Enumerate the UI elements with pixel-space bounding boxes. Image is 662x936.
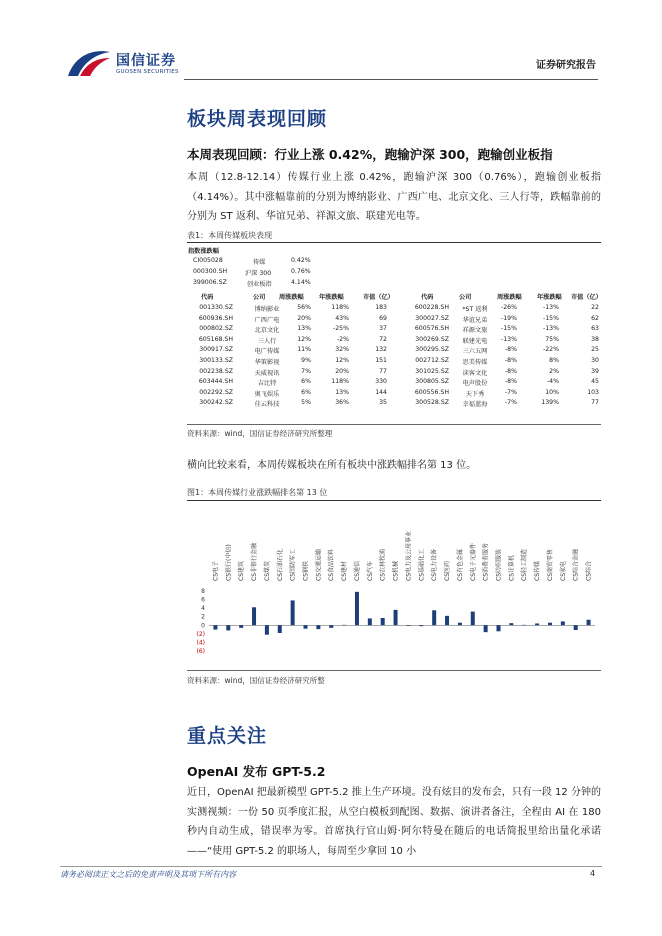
table-row xyxy=(187,324,601,335)
footer-divider xyxy=(60,866,602,867)
table-cell: 北京文化 xyxy=(254,327,280,335)
table-cell: 45 xyxy=(591,378,599,386)
table-caption: 表1：本周传媒板块表现 xyxy=(187,231,273,240)
table-cell: 002712.SZ xyxy=(415,357,449,364)
table-cell: 300295.SZ xyxy=(415,346,449,354)
index-header: 指数涨跌幅 xyxy=(188,248,219,255)
category-label: CS建筑 xyxy=(238,561,246,581)
table-row xyxy=(187,314,601,325)
table-cell: 118% xyxy=(331,304,349,311)
category-label: CS机械 xyxy=(392,561,400,581)
index-row xyxy=(187,267,601,278)
table-cell: 35 xyxy=(379,399,387,407)
index-code: 000300.SH xyxy=(193,268,228,275)
table-cell: 63 xyxy=(591,325,599,333)
logo-text-cn: 国信证券 xyxy=(116,53,176,69)
table-cell: 佳云科技 xyxy=(254,401,280,409)
table-cell: -13% xyxy=(543,304,559,311)
key-focus-subtitle: OpenAI 发布 GPT-5.2 xyxy=(187,764,326,779)
table-cell: 25 xyxy=(591,346,599,354)
table-source: 资料来源：wind，国信证券经济研究所整理 xyxy=(187,429,333,438)
table-cell: 12% xyxy=(335,357,349,364)
table-cell: 600556.SH xyxy=(414,388,449,396)
table-cell: -4% xyxy=(546,378,559,386)
category-label: CS家电 xyxy=(559,561,567,581)
table-top-rule xyxy=(187,242,601,243)
figure-caption: 图1：本周传媒行业涨跌幅排名第 13 位 xyxy=(187,488,328,497)
table-cell: 广西广电 xyxy=(254,316,280,324)
table-cell: 三六五网 xyxy=(462,348,488,356)
category-label: CS电力及公用事业 xyxy=(405,531,413,581)
table-cell: 001330.SZ xyxy=(199,304,233,311)
table-cell: 37 xyxy=(379,325,387,333)
table-cell: 5% xyxy=(301,399,311,407)
bar-CS家电 xyxy=(561,621,565,625)
figure-source: 资料来源：wind，国信证券经济研究所整 xyxy=(187,676,325,685)
table-cell: 13% xyxy=(297,325,311,333)
bar-CS基础化工 xyxy=(419,625,423,626)
bar-CS非银行金融 xyxy=(252,607,256,625)
table-cell: 6% xyxy=(301,388,311,396)
bar-CS纺织服装 xyxy=(497,625,501,631)
ranking-paragraph: 横向比较来看，本周传媒板块在所有板块中涨跌幅排名第 13 位。 xyxy=(187,460,477,471)
guosen-logo-icon xyxy=(66,46,112,80)
column-header: 代码 xyxy=(201,294,214,301)
table-cell: 32% xyxy=(335,346,349,354)
table-cell: 30 xyxy=(591,357,599,364)
bar-CS钢铁 xyxy=(304,625,308,628)
header-divider xyxy=(184,79,598,80)
table-cell: 300805.SZ xyxy=(415,378,449,386)
table-cell: 10% xyxy=(545,388,559,396)
table-cell: -13% xyxy=(543,325,559,333)
table-cell: 7% xyxy=(301,367,311,375)
table-cell: 72 xyxy=(379,335,387,343)
table-cell: -15% xyxy=(543,314,559,322)
bar-CS医药 xyxy=(445,616,449,625)
table-cell: 300528.SZ xyxy=(415,399,449,407)
key-focus-paragraph: 近日，OpenAI 把最新模型 GPT-5.2 推上生产环境。没有炫目的发布会，只有一段 12 分钟的实测视频：一份 50 页季度汇报，从空白模板到配图、数据、演讲者备注，全程由 AI 在 180 秒内自动生成，错误率为零。首席执行官山姆·阿尔特曼在随后的电话简报里给出量化承诺——“使用 GPT-5.2 的职场人，每周至少拿回 10 小 xyxy=(187,787,601,857)
table-cell: -13% xyxy=(501,335,517,343)
column-header: 市值（亿） xyxy=(363,294,394,301)
bar-CS电力及公用事业 xyxy=(406,625,410,626)
table-cell: 36% xyxy=(335,399,349,407)
page-header xyxy=(0,0,662,80)
category-label: CS建材 xyxy=(341,561,349,581)
category-label: CS计算机 xyxy=(508,555,516,581)
table-cell: 183 xyxy=(375,304,387,311)
category-label: CS汽车 xyxy=(366,561,374,581)
table-cell: 华谊兄弟 xyxy=(462,316,488,324)
table-cell: 139% xyxy=(541,399,559,407)
bar-CS机械 xyxy=(394,610,398,625)
column-header: 年涨跌幅 xyxy=(537,294,562,301)
table-cell: 75% xyxy=(545,335,559,343)
category-label: CS煤炭 xyxy=(263,561,271,581)
table-cell: -15% xyxy=(501,325,517,333)
table-cell: 20% xyxy=(335,367,349,375)
category-label: CS非银行金融 xyxy=(251,543,259,581)
table-cell: -8% xyxy=(504,357,517,364)
bar-CS建材 xyxy=(342,625,346,626)
table-bottom-rule xyxy=(187,424,601,425)
category-label: CS银行(中信) xyxy=(225,544,233,581)
table-cell: 002292.SZ xyxy=(199,388,233,396)
table-row xyxy=(187,356,601,367)
table-cell: 151 xyxy=(375,357,387,364)
bar-CS食品饮料 xyxy=(329,625,333,628)
table-cell: 118% xyxy=(331,378,349,386)
category-label: CS通信 xyxy=(353,561,361,581)
table-cell: -19% xyxy=(501,314,517,322)
table-cell: -22% xyxy=(543,346,559,354)
bar-CS建筑 xyxy=(239,625,243,628)
table-cell: 103 xyxy=(587,388,599,396)
index-name: 创业板指 xyxy=(247,281,272,288)
table-cell: 三人行 xyxy=(257,337,277,345)
category-label: CS钢铁 xyxy=(302,561,310,581)
category-label: CS国防军工 xyxy=(289,549,297,581)
table-row xyxy=(187,398,601,409)
table-cell: 博纳影业 xyxy=(254,306,280,313)
bar-CS综合 xyxy=(587,620,591,626)
table-cell: 600936.SH xyxy=(198,314,233,322)
logo-text-en: GUOSEN SECURITIES xyxy=(116,69,179,75)
bar-CS电力设备 xyxy=(432,610,436,625)
index-header-row xyxy=(187,245,601,256)
table-cell: 38 xyxy=(591,335,599,343)
table-cell: 39 xyxy=(591,367,599,375)
category-label: CS综合金融 xyxy=(572,549,580,581)
report-type-label: 证券研究报告 xyxy=(536,60,596,71)
column-header: 周涨跌幅 xyxy=(279,294,304,301)
bar-CS传媒 xyxy=(535,623,539,625)
table-cell: 联建光电 xyxy=(462,337,488,345)
table-cell: 002238.SZ xyxy=(199,367,233,375)
column-header: 周涨跌幅 xyxy=(497,294,522,301)
table-cell: 605168.SH xyxy=(198,335,233,343)
table-cell: 300133.SZ xyxy=(199,357,233,364)
bar-CS银行(中信) xyxy=(226,625,230,630)
category-label: CS电子 xyxy=(212,561,220,581)
y-tick-label: 6 xyxy=(201,596,205,604)
table-row xyxy=(187,335,601,346)
table-cell: 22 xyxy=(591,304,599,311)
table-cell: 69 xyxy=(379,314,387,322)
y-tick-label: (6) xyxy=(196,648,205,655)
sector-ranking-bar-chart xyxy=(187,505,601,668)
table-cell: -8% xyxy=(504,367,517,375)
category-label: CS纺织服装 xyxy=(495,549,503,581)
table-cell: 电广传媒 xyxy=(254,348,280,356)
bar-CS电子 xyxy=(213,625,217,629)
table-cell: 301025.SZ xyxy=(415,367,449,375)
page-number: 4 xyxy=(590,869,596,878)
y-tick-label: (4) xyxy=(196,639,205,647)
category-label: CS电子元器件 xyxy=(469,543,477,581)
table-cell: 6% xyxy=(301,378,311,386)
index-change: 0.76% xyxy=(291,268,311,275)
bar-CS交通运输 xyxy=(316,625,320,629)
table-cell: 300917.SZ xyxy=(199,346,233,354)
table-cell: 000802.SZ xyxy=(199,325,233,333)
column-header: 年涨跌幅 xyxy=(319,294,344,301)
table-cell: 13% xyxy=(335,388,349,396)
table-cell: 天下秀 xyxy=(465,390,485,398)
table-cell: 12% xyxy=(297,335,311,343)
bar-CS汽车 xyxy=(368,618,372,625)
category-label: CS石油石化 xyxy=(276,549,284,581)
y-tick-label: (2) xyxy=(196,630,205,638)
index-row xyxy=(187,256,601,267)
index-name: 传媒 xyxy=(253,259,266,266)
category-label: CS农林牧渔 xyxy=(379,549,387,581)
table-cell: -26% xyxy=(501,304,517,311)
column-header: 公司 xyxy=(459,294,472,301)
table-cell: 300269.SZ xyxy=(415,335,449,343)
table-cell: 300242.SZ xyxy=(199,399,233,407)
table-cell: 电声股份 xyxy=(462,380,488,388)
table-cell: 祥源文旅 xyxy=(462,327,488,335)
index-change: 4.14% xyxy=(291,279,311,286)
table-cell: 吉比特 xyxy=(257,380,277,388)
weekly-review-paragraph: 本周（12.8-12.14）传媒行业上涨 0.42%，跑输沪深 300（0.76%），跑输创业板指（4.14%）。其中涨幅靠前的分别为博纳影业、广西广电、北京文化、三人行等，跌幅靠前的分别为 ST 返利、华谊兄弟、祥源文旅、联建光电等。 xyxy=(187,172,601,222)
table-cell: 603444.SH xyxy=(198,378,233,386)
bar-CS消费者服务 xyxy=(484,625,488,632)
index-name: 沪深 300 xyxy=(245,270,272,277)
y-tick-label: 0 xyxy=(201,622,205,630)
table-cell: 77 xyxy=(591,399,599,407)
table-cell: -8% xyxy=(504,378,517,386)
category-label: CS食品饮料 xyxy=(328,549,336,581)
bar-CS石油石化 xyxy=(278,625,282,633)
table-cell: 62 xyxy=(591,314,599,322)
bar-CS电子元器件 xyxy=(471,612,475,626)
category-label: CS医药 xyxy=(444,561,452,581)
table-cell: 2% xyxy=(549,367,559,375)
table-row xyxy=(187,345,601,356)
category-label: CS传媒 xyxy=(534,561,542,581)
table-row xyxy=(187,303,601,314)
index-change: 0.42% xyxy=(291,257,311,264)
y-tick-label: 8 xyxy=(201,588,205,595)
category-label: CS综合 xyxy=(585,561,593,581)
table-row xyxy=(187,367,601,378)
table-cell: *ST 返利 xyxy=(462,306,488,313)
bar-CS综合金融 xyxy=(574,625,578,630)
table-cell: 11% xyxy=(297,346,311,354)
table-cell: 132 xyxy=(375,346,387,354)
table-cell: 56% xyxy=(297,304,311,311)
table-cell: -25% xyxy=(333,325,349,333)
table-cell: 华策影视 xyxy=(254,359,280,366)
bar-CS轻工制造 xyxy=(522,625,526,626)
bar-CS商贸零售 xyxy=(548,623,552,626)
table-cell: 9% xyxy=(301,357,311,364)
column-header: 代码 xyxy=(421,294,434,301)
index-code: 399006.SZ xyxy=(193,279,227,286)
index-row xyxy=(187,278,601,289)
bar-CS农林牧渔 xyxy=(381,618,385,625)
table-cell: 20% xyxy=(297,314,311,322)
category-label: CS交通运输 xyxy=(315,549,323,581)
table-column-header-row xyxy=(187,291,601,302)
category-label: CS消费者服务 xyxy=(482,543,490,581)
table-cell: -2% xyxy=(336,335,349,343)
table-cell: 读客文化 xyxy=(462,369,488,377)
column-header: 公司 xyxy=(253,294,266,301)
bar-CS国防军工 xyxy=(291,600,295,625)
table-cell: 144 xyxy=(375,388,387,396)
table-cell: -8% xyxy=(504,346,517,354)
column-header: 市值（亿） xyxy=(571,294,602,301)
section-title-key-focus: 重点关注 xyxy=(187,725,268,747)
figure-bottom-rule xyxy=(187,670,601,671)
table-cell: 8% xyxy=(549,357,559,364)
table-cell: 600576.SH xyxy=(414,325,449,333)
bar-CS有色金属 xyxy=(458,623,462,626)
footer-disclaimer: 请务必阅读正文之后的免责声明及其项下所有内容 xyxy=(60,870,236,879)
category-label: CS电力设备 xyxy=(431,549,439,581)
table-cell: -7% xyxy=(504,388,517,396)
weekly-review-subtitle: 本周表现回顾：行业上涨 0.42%，跑输沪深 300，跑输创业板指 xyxy=(187,147,553,162)
table-cell: 思美传媒 xyxy=(462,359,488,366)
y-tick-label: 4 xyxy=(201,605,205,613)
index-code: CI005028 xyxy=(193,257,223,264)
table-cell: 600228.SH xyxy=(414,304,449,311)
table-cell: 幸福蓝海 xyxy=(462,401,488,409)
table-cell: 奥飞娱乐 xyxy=(254,390,280,398)
table-cell: -7% xyxy=(504,399,517,407)
table-row xyxy=(187,377,601,388)
category-label: CS有色金属 xyxy=(456,549,464,581)
category-label: CS基础化工 xyxy=(418,549,426,581)
table-cell: 43% xyxy=(335,314,349,322)
y-tick-label: 2 xyxy=(201,613,205,621)
table-cell: 天威视讯 xyxy=(254,369,280,377)
figure-top-rule xyxy=(187,500,601,501)
bar-CS通信 xyxy=(355,592,359,625)
table-cell: 330 xyxy=(375,378,387,386)
category-label: CS轻工制造 xyxy=(521,549,529,581)
section-title-weekly-review: 板块周表现回顾 xyxy=(187,108,328,130)
table-cell: 300027.SZ xyxy=(415,314,449,322)
category-label: CS商贸零售 xyxy=(546,549,554,581)
bar-CS计算机 xyxy=(509,623,513,625)
bar-CS煤炭 xyxy=(265,625,269,634)
table-cell: 77 xyxy=(379,367,387,375)
table-row xyxy=(187,388,601,399)
